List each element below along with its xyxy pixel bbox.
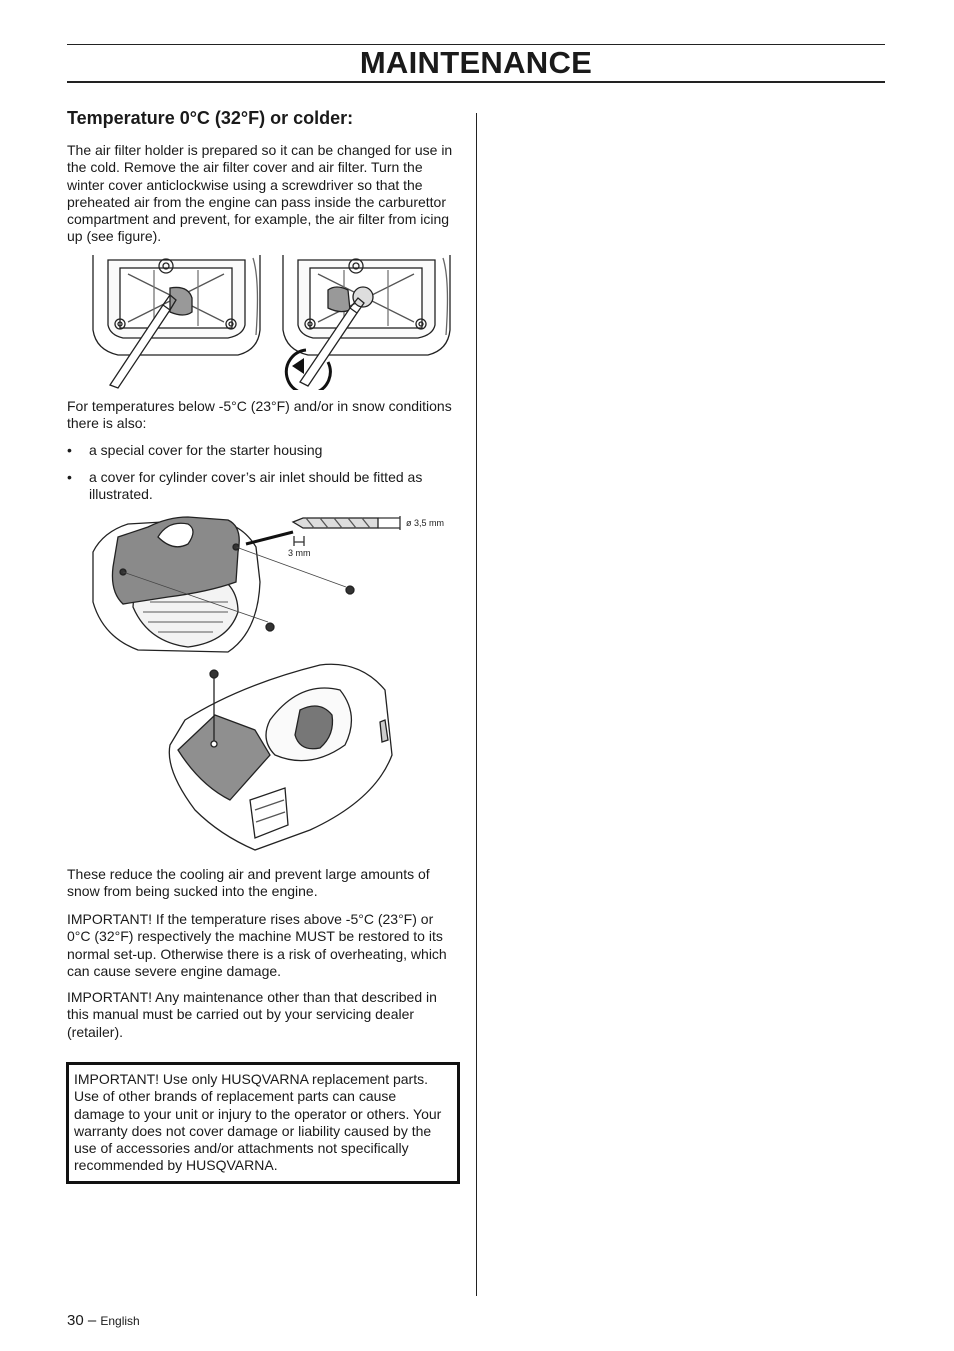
paragraph-important-restore: IMPORTANT! If the temperature rises above -5°C (23°F) or 0°C (32°F) respectively the machine MUST be restored to its normal set-up. Otherwise there is a risk of overheating, which can cause severe engine damage. — [67, 911, 447, 979]
paragraph-low-temperature: For temperatures below -5°C (23°F) and/or in snow conditions there is also: — [67, 398, 452, 432]
drill-depth-label: 3 mm — [288, 548, 311, 558]
paragraph-air-filter: The air filter holder is prepared so it can be changed for use in the cold. Remove the air filter cover and air filter. Turn the winter cover anticlockwise using a screwdriver so that the preheated air from the engine can pass inside the carburettor compartment and prevent, for example, the air filter from icing up (see figure). — [67, 142, 453, 245]
page-footer — [67, 1312, 140, 1329]
header-rule-bottom — [67, 81, 885, 83]
bullet-marker: • — [67, 469, 72, 485]
footer-language: English — [100, 1314, 140, 1328]
starter-housing-cover-figure — [88, 512, 453, 657]
notice-box — [66, 1062, 460, 1184]
list-item-text: a cover for cylinder cover’s air inlet should be fitted as illustrated. — [89, 469, 423, 503]
paragraph-reduce-cooling: These reduce the cooling air and prevent large amounts of snow from being sucked into the engine. — [67, 866, 430, 900]
air-filter-holder-figure — [88, 250, 453, 390]
drill-diameter-label: ø 3,5 mm — [406, 518, 445, 528]
page-title: MAINTENANCE — [359, 45, 593, 80]
page-number: 30 – — [67, 1312, 97, 1329]
column-divider — [476, 113, 477, 1296]
bullet-marker: • — [67, 442, 72, 458]
list-item-text: a special cover for the starter housing — [89, 442, 323, 458]
paragraph-important-maintenance: IMPORTANT! Any maintenance other than that described in this manual must be carried out by your servicing dealer (retailer). — [67, 989, 437, 1040]
section-heading: Temperature 0°C (32°F) or colder: — [67, 108, 354, 128]
notice-text: IMPORTANT! Use only HUSQVARNA replacement parts. Use of other brands of replacement parts can cause damage to your unit or injury to the operator or others. Your warranty does not cover damage or liability caused by the use of accessories and/or attachments not specifically recommended by HUSQVARNA. — [74, 1071, 442, 1174]
cylinder-cover-figure — [160, 660, 400, 860]
